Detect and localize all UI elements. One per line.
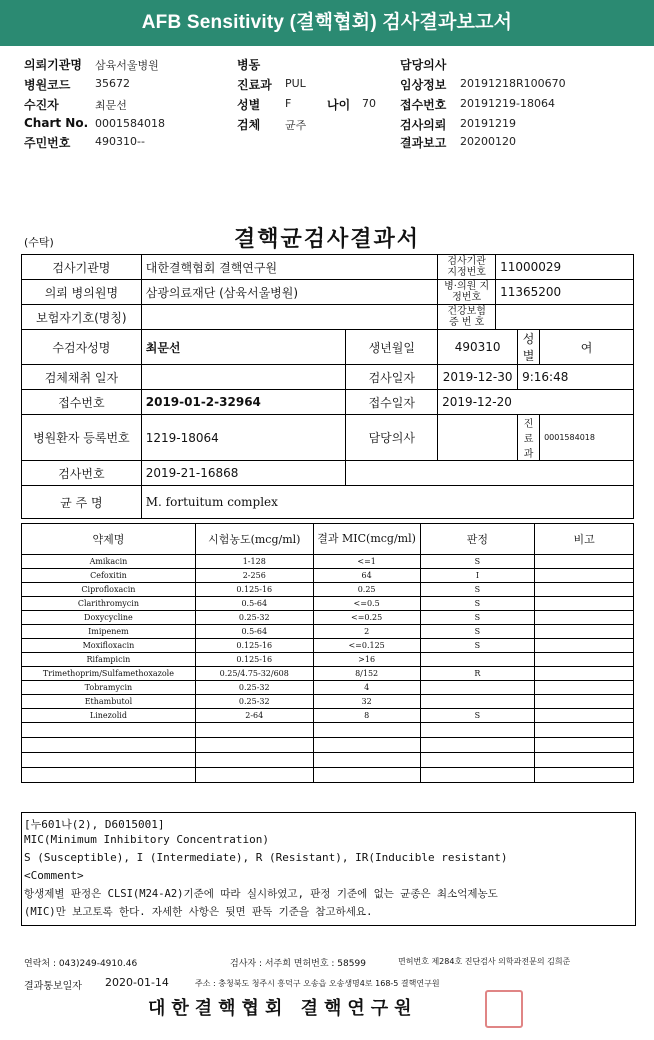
table-cell: 0.5-64 (195, 597, 313, 611)
info-value (141, 365, 346, 390)
table-cell: 1-128 (195, 555, 313, 569)
table-cell: Cefoxitin (22, 569, 196, 583)
table-cell: S (420, 555, 535, 569)
field-label: 병동 (237, 58, 261, 72)
field-value: 균주 (285, 119, 307, 132)
table-cell: S (420, 639, 535, 653)
table-cell (535, 723, 634, 738)
comment-box (21, 812, 636, 926)
table-cell: <=0.25 (313, 611, 420, 625)
table-cell (535, 555, 634, 569)
info-label: 검사일자 (346, 365, 438, 390)
info-label: 검사기관 지정번호 (438, 255, 496, 280)
table-cell (535, 753, 634, 768)
comment-line: 항생제별 판정은 CLSI(M24-A2)기준에 따라 실시하였고, 판정 기준에 없는 균종은 최소억제농도 (24, 888, 498, 900)
info-value (141, 305, 437, 330)
table-cell: 0.25 (313, 583, 420, 597)
table-row (22, 639, 634, 653)
field-label: Chart No. (24, 116, 89, 130)
table-cell: 0.25-32 (195, 681, 313, 695)
empty-row (22, 723, 634, 738)
table-cell: Imipenem (22, 625, 196, 639)
column-header: 시험농도(mcg/ml) (195, 524, 313, 555)
table-cell (535, 625, 634, 639)
table-cell (420, 723, 535, 738)
info-value: 490310 (438, 330, 518, 365)
info-value: 0001584018 (540, 415, 634, 461)
table-cell: S (420, 625, 535, 639)
table-cell: 0.125-16 (195, 653, 313, 667)
field-value: 20200120 (460, 135, 516, 148)
table-cell: 0.25-32 (195, 611, 313, 625)
table-cell: 0.5-64 (195, 625, 313, 639)
field-value: 0001584018 (95, 117, 165, 130)
field-value: 최문선 (95, 99, 127, 112)
info-value: 여 (540, 330, 634, 365)
info-label: 검사번호 (22, 461, 142, 486)
field-label: 나이 (327, 98, 351, 112)
table-cell (535, 583, 634, 597)
field-label: 결과보고 (400, 136, 447, 150)
table-cell (420, 768, 535, 783)
table-row (22, 695, 634, 709)
info-label: 성별 (518, 330, 540, 365)
license-info: 면허번호 제284호 진단검사 의학과전문의 김희준 (398, 957, 571, 966)
comment-line: S (Susceptible), I (Intermediate), R (Resistant), IR(Inducible resistant) (24, 851, 508, 864)
document-title: 결핵균검사결과서 (233, 226, 421, 252)
table-cell (535, 569, 634, 583)
info-value (496, 305, 634, 330)
table-cell (313, 768, 420, 783)
table-cell (535, 611, 634, 625)
table-cell: 2 (313, 625, 420, 639)
info-label: 생년월일 (346, 330, 438, 365)
table-cell: <=0.125 (313, 639, 420, 653)
scanned-report (0, 200, 654, 1040)
table-cell: S (420, 709, 535, 723)
info-label: 병원환자 등록번호 (22, 415, 142, 461)
report-title-bar (0, 0, 654, 46)
info-label: 검체채취 일자 (22, 365, 142, 390)
table-cell (535, 667, 634, 681)
info-value: 1219-18064 (141, 415, 346, 461)
info-label: 수검자성명 (22, 330, 142, 365)
table-cell: 0.25-32 (195, 695, 313, 709)
field-value: F (285, 97, 292, 110)
table-row (22, 625, 634, 639)
table-cell: Trimethoprim/Sulfamethoxazole (22, 667, 196, 681)
table-cell: 32 (313, 695, 420, 709)
info-value: 9:16:48 (518, 365, 634, 390)
table-row (22, 653, 634, 667)
info-value: 2019-21-16868 (141, 461, 346, 486)
header-fields (0, 52, 654, 152)
info-label: 의뢰 병의원명 (22, 280, 142, 305)
field-value: 20191219-18064 (460, 97, 555, 110)
comment-code: [누601나(2), D6015001] (24, 818, 165, 831)
info-value: 2019-12-20 (438, 390, 634, 415)
empty-row (22, 768, 634, 783)
info-label: 접수일자 (346, 390, 438, 415)
table-cell (22, 768, 196, 783)
table-row (22, 597, 634, 611)
received-mark: (수탁) (24, 236, 54, 249)
table-cell (195, 738, 313, 753)
table-row (22, 583, 634, 597)
empty-row (22, 753, 634, 768)
info-value: 11000029 (496, 255, 634, 280)
info-value: 삼광의료재단 (삼육서울병원) (141, 280, 437, 305)
table-cell (22, 723, 196, 738)
table-cell: >16 (313, 653, 420, 667)
field-label: 진료과 (237, 78, 272, 92)
info-label: 검사기관명 (22, 255, 142, 280)
field-value: 삼육서울병원 (95, 59, 159, 72)
info-label: 보험자기호(명칭) (22, 305, 142, 330)
table-cell (313, 723, 420, 738)
info-value (438, 415, 518, 461)
table-cell: 0.25/4.75-32/608 (195, 667, 313, 681)
table-cell: Tobramycin (22, 681, 196, 695)
table-cell: 64 (313, 569, 420, 583)
field-label: 병원코드 (24, 78, 71, 92)
table-cell: 2-256 (195, 569, 313, 583)
comment-line: (MIC)만 보고토록 한다. 자세한 사항은 뒷면 판독 기준을 참고하세요. (24, 906, 373, 918)
info-value: 2019-12-30 (438, 365, 518, 390)
field-value: 20191218R100670 (460, 77, 566, 90)
notice-date: 2020-01-14 (105, 976, 169, 989)
table-cell (22, 738, 196, 753)
table-cell: S (420, 583, 535, 597)
table-cell: 8 (313, 709, 420, 723)
table-cell (22, 753, 196, 768)
table-cell: Rifampicin (22, 653, 196, 667)
organism-name: M. fortuitum complex (141, 486, 633, 519)
table-cell: 4 (313, 681, 420, 695)
field-label: 검체 (237, 118, 261, 132)
field-label: 임상정보 (400, 78, 447, 92)
column-header: 약제명 (22, 524, 196, 555)
table-row (22, 555, 634, 569)
info-label: 접수번호 (22, 390, 142, 415)
drug-rows (22, 555, 634, 783)
table-cell (535, 653, 634, 667)
info-value: 11365200 (496, 280, 634, 305)
table-cell (535, 681, 634, 695)
table-cell: Ciprofloxacin (22, 583, 196, 597)
table-cell (535, 738, 634, 753)
organization-name: 대한결핵협회 결핵연구원 (148, 998, 418, 1019)
table-row (22, 667, 634, 681)
table-row (22, 569, 634, 583)
table-cell (535, 768, 634, 783)
table-cell: 0.125-16 (195, 639, 313, 653)
field-value: PUL (285, 77, 306, 90)
table-cell: 8/152 (313, 667, 420, 681)
table-cell (195, 723, 313, 738)
table-row (22, 709, 634, 723)
table-cell (420, 681, 535, 695)
info-label: 담당의사 (346, 415, 438, 461)
field-value: 490310-- (95, 135, 145, 148)
table-cell (195, 768, 313, 783)
info-label: 균 주 명 (22, 486, 142, 519)
field-label: 검사의뢰 (400, 118, 447, 132)
table-cell: 2-64 (195, 709, 313, 723)
table-cell (420, 695, 535, 709)
info-value: 최문선 (141, 330, 346, 365)
table-cell (535, 639, 634, 653)
official-seal (485, 990, 523, 1028)
info-value: 대한결핵협회 결핵연구원 (141, 255, 437, 280)
table-cell: Amikacin (22, 555, 196, 569)
table-cell: Linezolid (22, 709, 196, 723)
table-cell: I (420, 569, 535, 583)
field-value: 35672 (95, 77, 130, 90)
field-value: 70 (362, 97, 376, 110)
field-label: 의뢰기관명 (24, 58, 82, 72)
table-cell: Clarithromycin (22, 597, 196, 611)
table-cell: <=0.5 (313, 597, 420, 611)
column-header: 비고 (535, 524, 634, 555)
field-label: 주민번호 (24, 136, 71, 150)
column-header: 결과 MIC(mcg/ml) (313, 524, 420, 555)
field-label: 성별 (237, 98, 261, 112)
address: 주소 : 충청북도 청주시 흥덕구 오송읍 오송생명4로 168-5 결핵연구원 (195, 979, 440, 988)
empty-row (22, 738, 634, 753)
table-cell: R (420, 667, 535, 681)
table-cell (420, 753, 535, 768)
table-cell (195, 753, 313, 768)
table-cell (535, 709, 634, 723)
susceptibility-table (21, 523, 634, 783)
notice-label: 결과통보일자 (24, 981, 82, 992)
column-header: 판정 (420, 524, 535, 555)
tester-info: 검사자 : 서주희 면허번호 : 58599 (230, 959, 366, 969)
info-label: 건강보험 증 번 호 (438, 305, 496, 330)
info-value: 2019-01-2-32964 (141, 390, 346, 415)
field-label: 담당의사 (400, 58, 447, 72)
table-cell: Moxifloxacin (22, 639, 196, 653)
table-row (22, 681, 634, 695)
table-cell: S (420, 611, 535, 625)
table-row (22, 611, 634, 625)
info-value (346, 461, 634, 486)
comment-line: <Comment> (24, 869, 84, 882)
table-cell: <=1 (313, 555, 420, 569)
table-cell: 0.125-16 (195, 583, 313, 597)
table-cell (420, 738, 535, 753)
field-label: 접수번호 (400, 98, 447, 112)
table-cell (420, 653, 535, 667)
report-title: AFB Sensitivity (결핵협회) 검사결과보고서 (141, 12, 513, 33)
info-label: 병·의원 지정번호 (438, 280, 496, 305)
table-cell: Doxycycline (22, 611, 196, 625)
info-label: 진료과 (518, 415, 540, 461)
contact-info: 연락처 : 043)249-4910.46 (24, 959, 138, 969)
comment-line: MIC(Minimum Inhibitory Concentration) (24, 833, 270, 846)
table-cell (535, 695, 634, 709)
table-cell (535, 597, 634, 611)
field-label: 수진자 (24, 98, 59, 112)
table-cell: Ethambutol (22, 695, 196, 709)
table-cell (313, 753, 420, 768)
table-cell (313, 738, 420, 753)
patient-info-table (21, 254, 634, 519)
table-cell: S (420, 597, 535, 611)
field-value: 20191219 (460, 117, 516, 130)
